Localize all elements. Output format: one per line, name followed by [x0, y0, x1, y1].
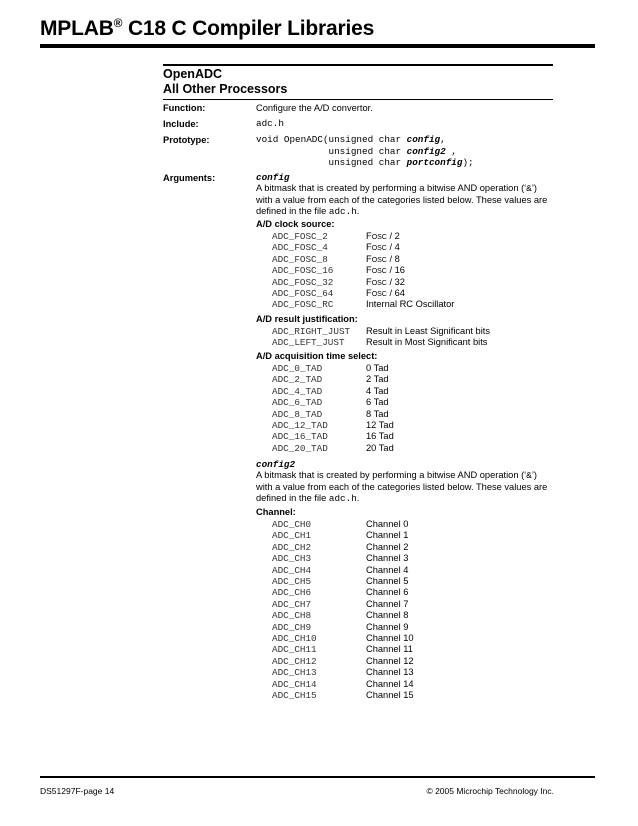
- desc-line: with a value from each of the categories listed below. These values are: [256, 194, 548, 205]
- arguments-label: Arguments:: [163, 173, 216, 183]
- list-item: [272, 610, 409, 622]
- entry-code: ADC_CH12: [272, 655, 317, 667]
- list-item: [272, 288, 405, 299]
- entry-description: Channel 9: [366, 621, 409, 632]
- entry-code: ADC_LEFT_JUST: [272, 337, 345, 349]
- entry-description: Internal RC Oscillator: [366, 299, 455, 310]
- function-label: Function:: [163, 103, 206, 113]
- desc-line: [256, 470, 554, 482]
- list-item: [272, 621, 409, 633]
- desc-text: A bitmask that is created by performing a bitwise AND operation (‘: [256, 470, 527, 480]
- list-item: [272, 420, 394, 431]
- entry-code: ADC_2_TAD: [272, 374, 323, 386]
- prototype-param-config2: config2: [406, 145, 446, 157]
- entry-code: ADC_CH1: [272, 530, 312, 542]
- entry-description: Channel 12: [366, 655, 414, 666]
- fosc-f: F: [366, 276, 372, 287]
- amp-symbol: &: [526, 470, 532, 481]
- list-item: [272, 385, 389, 397]
- prototype-text: unsigned char: [256, 157, 407, 168]
- entry-description: Channel 10: [366, 633, 414, 643]
- entry-code: ADC_FOSC_4: [272, 242, 328, 254]
- entry-code: ADC_CH2: [272, 541, 312, 553]
- fosc-divisor: / 32: [386, 276, 405, 287]
- fosc-f: F: [366, 265, 372, 276]
- title-rule: [40, 44, 595, 48]
- list-item: [272, 655, 414, 667]
- list-item: [272, 633, 414, 644]
- prototype-line-1: [256, 134, 446, 145]
- list-item: [272, 587, 409, 599]
- section-heading: [163, 67, 287, 97]
- entry-code: ADC_FOSC_RC: [272, 299, 334, 311]
- prototype-text: ,: [440, 134, 446, 145]
- fosc-divisor: / 8: [386, 253, 400, 264]
- entry-code: ADC_CH4: [272, 564, 312, 576]
- function-text: Configure the A/D convertor.: [256, 103, 373, 113]
- entry-description: 0 Tad: [366, 363, 389, 373]
- entry-code: ADC_CH15: [272, 690, 317, 701]
- list-item: [272, 431, 394, 443]
- list-item: [272, 576, 409, 587]
- list-item: [272, 678, 414, 690]
- desc-line: [256, 493, 554, 505]
- entry-code: ADC_20_TAD: [272, 442, 328, 454]
- list-item: [272, 265, 405, 277]
- clock-source-title: A/D clock source:: [256, 219, 335, 229]
- entry-description: 4 Tad: [366, 385, 389, 396]
- section-rule-bottom: [163, 99, 553, 100]
- desc-line: [256, 206, 554, 218]
- list-item: [272, 553, 409, 565]
- fosc-osc: OSC: [371, 256, 387, 264]
- fosc-f: F: [366, 231, 372, 241]
- list-item: [272, 598, 409, 610]
- param-config2: config2: [256, 459, 296, 470]
- fosc-osc: OSC: [371, 291, 387, 298]
- desc-text: .: [356, 206, 360, 216]
- entry-code: ADC_CH3: [272, 553, 312, 565]
- entry-description: Channel 2: [366, 541, 409, 552]
- list-item: [272, 564, 409, 576]
- entry-description: Channel 13: [366, 667, 414, 678]
- prototype-text: );: [462, 157, 474, 168]
- list-item: [272, 541, 409, 553]
- list-item: [272, 397, 389, 409]
- prototype-param-portconfig: portconfig: [406, 157, 463, 168]
- entry-code: ADC_16_TAD: [272, 431, 328, 443]
- footer-page-number: DS51297F-page 14: [40, 786, 115, 796]
- list-item: [272, 337, 488, 349]
- entry-description: 8 Tad: [366, 408, 389, 419]
- entry-description: Result in Most Significant bits: [366, 337, 488, 348]
- list-item: [272, 276, 405, 288]
- list-item: [272, 231, 400, 242]
- title-text-rest: C18 C Compiler Libraries: [122, 17, 375, 40]
- entry-description: Channel 14: [366, 678, 414, 689]
- entry-code: ADC_FOSC_2: [272, 231, 328, 242]
- fosc-divisor: / 4: [386, 242, 400, 253]
- entry-description: 12 Tad: [366, 420, 394, 430]
- entry-description: 2 Tad: [366, 374, 389, 385]
- section-heading-line2: All Other Processors: [163, 82, 288, 96]
- acquisition-title: A/D acquisition time select:: [256, 351, 378, 361]
- list-item: [272, 408, 389, 420]
- prototype-text: void OpenADC(unsigned char: [256, 134, 407, 145]
- entry-description: Result in Least Significant bits: [366, 326, 491, 336]
- entry-description: Channel 8: [366, 610, 409, 621]
- registered-mark: ®: [113, 16, 123, 30]
- entry-code: ADC_CH10: [272, 633, 317, 644]
- section-heading-line1: OpenADC: [163, 67, 223, 81]
- entry-code: ADC_CH5: [272, 576, 312, 587]
- section-rule-top: [163, 64, 553, 66]
- list-item: [272, 442, 394, 454]
- desc-text: defined in the file: [256, 206, 329, 216]
- entry-code: ADC_FOSC_8: [272, 253, 328, 265]
- config-description: [256, 183, 554, 218]
- footer-copyright: © 2005 Microchip Technology Inc.: [426, 786, 554, 796]
- entry-code: ADC_FOSC_16: [272, 265, 334, 277]
- entry-description: Channel 3: [366, 553, 409, 564]
- prototype-text: unsigned char: [256, 145, 407, 157]
- entry-code: ADC_CH13: [272, 667, 317, 679]
- list-item: [272, 644, 413, 656]
- entry-description: Channel 1: [366, 530, 409, 541]
- include-text: adc.h: [256, 118, 284, 129]
- fosc-osc: OSC: [371, 245, 387, 253]
- entry-code: ADC_FOSC_64: [272, 288, 334, 299]
- fosc-f: F: [366, 242, 372, 253]
- page-title: [40, 16, 374, 41]
- fosc-f: F: [366, 288, 372, 298]
- desc-line: [256, 183, 554, 195]
- prototype-label: Prototype:: [163, 135, 210, 145]
- list-item: [272, 530, 409, 542]
- entry-code: ADC_CH6: [272, 587, 312, 599]
- entry-description: Channel 0: [366, 519, 409, 529]
- entry-description: 20 Tad: [366, 442, 394, 453]
- channel-title: Channel:: [256, 507, 296, 517]
- fosc-divisor: / 64: [386, 288, 405, 298]
- entry-code: ADC_CH8: [272, 610, 312, 622]
- amp-symbol: &: [526, 183, 532, 194]
- entry-code: ADC_0_TAD: [272, 363, 323, 374]
- entry-description: Channel 5: [366, 576, 409, 586]
- entry-code: ADC_FOSC_32: [272, 276, 334, 288]
- param-config: config: [256, 172, 290, 183]
- fosc-divisor: / 16: [386, 265, 405, 276]
- title-text: MPLAB: [40, 17, 114, 40]
- entry-code: ADC_CH11: [272, 644, 317, 656]
- entry-description: Channel 7: [366, 598, 409, 609]
- list-item: [272, 326, 491, 337]
- entry-code: ADC_12_TAD: [272, 420, 328, 431]
- entry-description: Channel 6: [366, 587, 409, 598]
- list-item: [272, 363, 389, 374]
- list-item: [272, 299, 455, 311]
- fosc-osc: OSC: [371, 279, 387, 287]
- desc-text: .: [356, 493, 360, 503]
- include-label: Include:: [163, 119, 199, 129]
- list-item: [272, 374, 389, 386]
- desc-text: ’): [531, 183, 538, 193]
- entry-code: ADC_RIGHT_JUST: [272, 326, 351, 337]
- entry-code: ADC_CH7: [272, 598, 312, 610]
- entry-description: Channel 11: [366, 644, 413, 655]
- list-item: [272, 253, 400, 265]
- justification-title: A/D result justification:: [256, 314, 358, 324]
- fosc-divisor: / 2: [386, 231, 400, 241]
- desc-text: ’): [531, 470, 538, 480]
- entry-code: ADC_8_TAD: [272, 408, 323, 420]
- entry-description: Channel 15: [366, 690, 414, 700]
- config2-description: [256, 470, 554, 505]
- entry-code: ADC_6_TAD: [272, 397, 323, 409]
- footer-rule: [40, 776, 595, 778]
- desc-text: A bitmask that is created by performing a bitwise AND operation (‘: [256, 183, 527, 193]
- list-item: [272, 242, 400, 254]
- desc-line: with a value from each of the categories listed below. These values are: [256, 481, 548, 492]
- prototype-line-3: [256, 157, 474, 168]
- entry-description: Channel 4: [366, 564, 409, 575]
- file-name: adc.h: [328, 493, 357, 504]
- list-item: [272, 667, 414, 679]
- prototype-param-config: config: [406, 134, 441, 145]
- list-item: [272, 690, 414, 701]
- file-name: adc.h: [328, 206, 357, 217]
- entry-code: ADC_CH9: [272, 621, 312, 633]
- fosc-f: F: [366, 253, 372, 264]
- fosc-osc: OSC: [371, 268, 387, 276]
- prototype-line-2: [256, 146, 457, 157]
- desc-text: defined in the file: [256, 493, 329, 503]
- prototype-text: ,: [445, 145, 457, 157]
- entry-code: ADC_CH14: [272, 678, 317, 690]
- entry-code: ADC_4_TAD: [272, 385, 323, 397]
- fosc-osc: OSC: [371, 234, 387, 241]
- entry-description: 6 Tad: [366, 397, 389, 408]
- entry-code: ADC_CH0: [272, 519, 312, 530]
- list-item: [272, 519, 409, 530]
- entry-description: 16 Tad: [366, 431, 394, 442]
